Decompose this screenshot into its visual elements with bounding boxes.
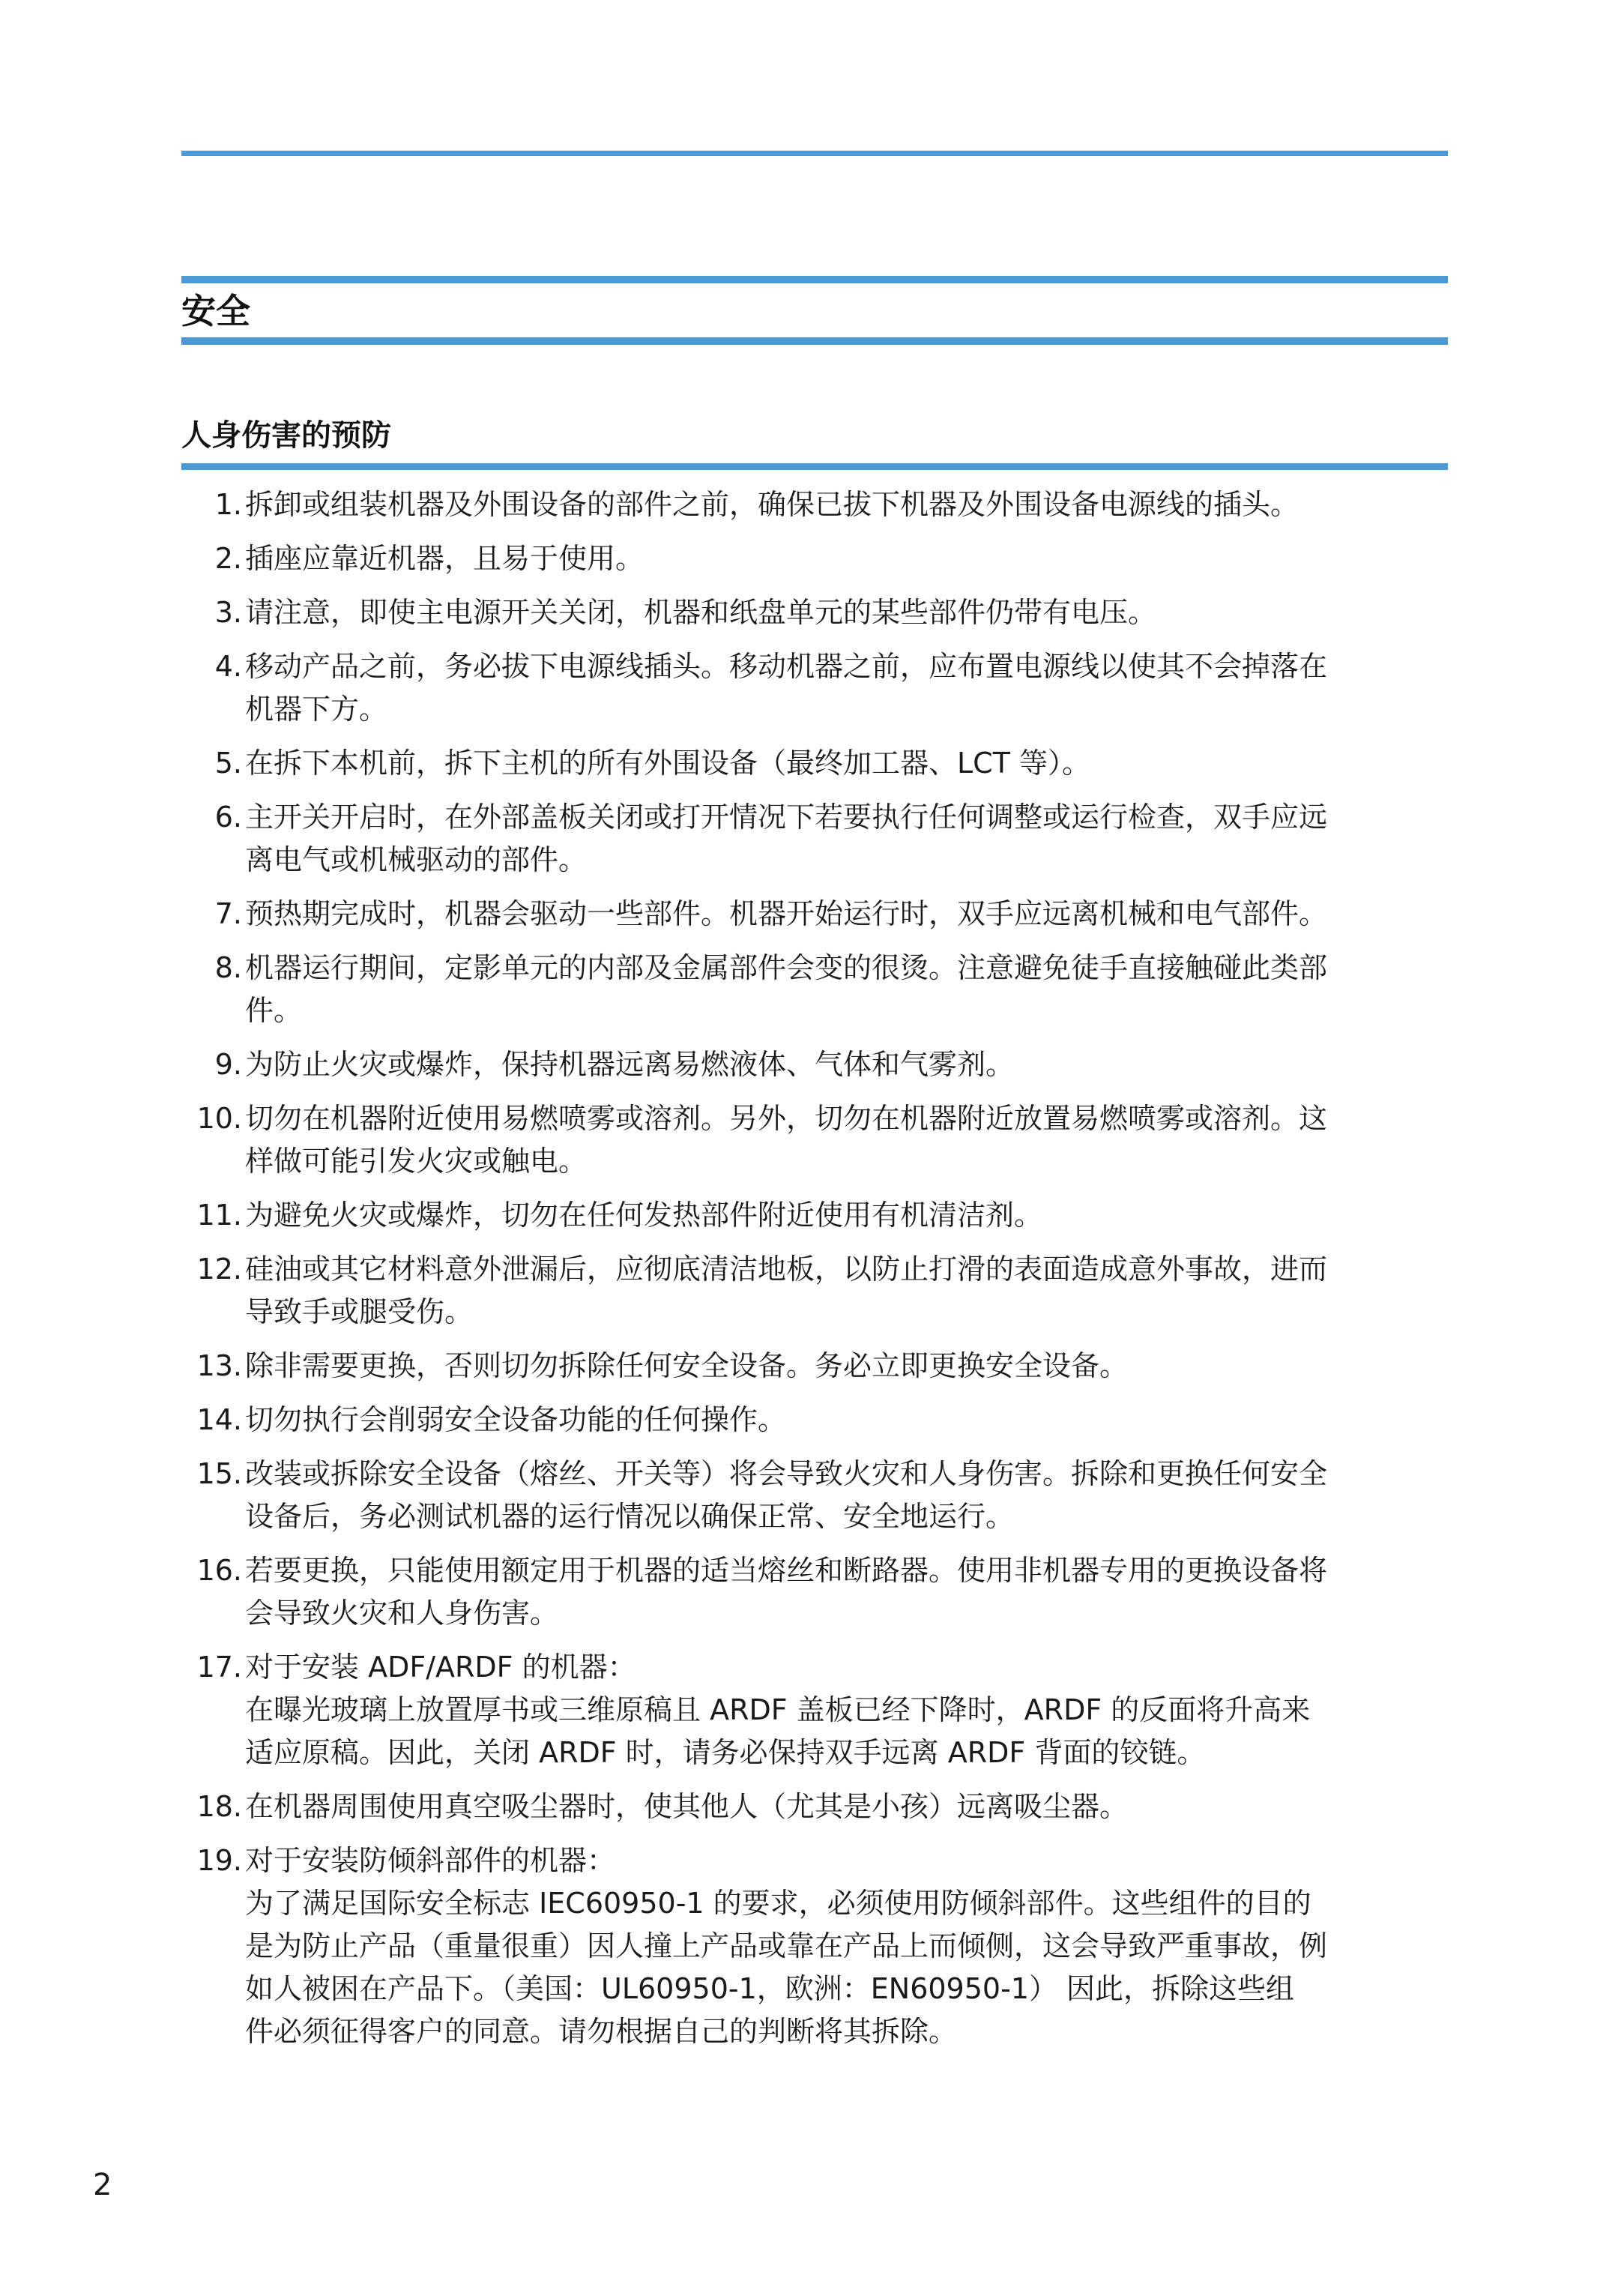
list-item-line: 离电气或机械驱动的部件。 — [245, 843, 588, 876]
list-item-line: 在拆下本机前，拆下主机的所有外围设备（最终加工器、LCT 等）。 — [245, 747, 1090, 780]
list-item-line: 预热期完成时，机器会驱动一些部件。机器开始运行时，双手应远离机械和电气部件。 — [245, 897, 1328, 930]
list-item-line: 改装或拆除安全设备（熔丝、开关等）将会导致火灾和人身伤害。拆除和更换任何安全 — [245, 1457, 1328, 1490]
list-item-number: 18. — [196, 1790, 242, 1823]
list-item-number: 8. — [214, 951, 242, 984]
list-item-line: 切勿在机器附近使用易燃喷雾或溶剂。另外，切勿在机器附近放置易燃喷雾或溶剂。这 — [245, 1102, 1328, 1135]
list-item-text — [245, 947, 1448, 1032]
list-item-line: 移动产品之前，务必拔下电源线插头。移动机器之前，应布置电源线以使其不会掉落在 — [245, 650, 1328, 683]
list-item-text — [245, 483, 1448, 526]
list-item — [181, 1786, 1448, 1828]
list-item-line: 对于安装 ADF/ARDF 的机器： — [245, 1651, 636, 1684]
list-item-line: 为了满足国际安全标志 IEC60950-1 的要求，必须使用防倾斜部件。这些组件的目的 — [245, 1887, 1311, 1920]
list-item-number: 15. — [196, 1457, 242, 1490]
list-item-line: 设备后，务必测试机器的运行情况以确保正常、安全地运行。 — [245, 1500, 1015, 1533]
list-item-text — [245, 1839, 1448, 2053]
list-item-line: 插座应靠近机器，且易于使用。 — [245, 542, 645, 575]
list-item-text — [245, 1646, 1448, 1774]
list-item-number: 1. — [214, 488, 242, 521]
list-item-number: 5. — [214, 747, 242, 780]
list-item-number: 3. — [214, 596, 242, 629]
list-item — [181, 537, 1448, 580]
list-item-line: 请注意，即使主电源开关关闭，机器和纸盘单元的某些部件仍带有电压。 — [245, 596, 1157, 629]
list-item-number: 10. — [196, 1102, 242, 1135]
list-item-line: 为避免火灾或爆炸，切勿在任何发热部件附近使用有机清洁剂。 — [245, 1199, 1043, 1232]
section-header — [181, 276, 1448, 345]
list-item-number: 13. — [196, 1349, 242, 1382]
list-item-line: 样做可能引发火灾或触电。 — [245, 1145, 588, 1178]
list-item-number: 2. — [214, 542, 242, 575]
list-item — [181, 1194, 1448, 1237]
list-item-number: 17. — [196, 1651, 242, 1684]
list-item-line: 是为防止产品（重量很重）因人撞上产品或靠在产品上而倾侧，这会导致严重事故，例 — [245, 1929, 1328, 1962]
list-item-line: 除非需要更换，否则切勿拆除任何安全设备。务必立即更换安全设备。 — [245, 1349, 1129, 1382]
list-item — [181, 1453, 1448, 1538]
list-item-text — [245, 591, 1448, 634]
list-item-line: 适应原稿。因此，关闭 ARDF 时，请务必保持双手远离 ARDF 背面的铰链。 — [245, 1736, 1206, 1769]
list-item-text — [245, 742, 1448, 785]
list-item-line: 硅油或其它材料意外泄漏后，应彻底清洁地板，以防止打滑的表面造成意外事故，进而 — [245, 1253, 1328, 1286]
list-item-line: 切勿执行会削弱安全设备功能的任何操作。 — [245, 1403, 787, 1436]
list-item-line: 在曝光玻璃上放置厚书或三维原稿且 ARDF 盖板已经下降时，ARDF 的反面将升高来 — [245, 1693, 1311, 1726]
list-item — [181, 1399, 1448, 1441]
list-item-number: 19. — [196, 1844, 242, 1877]
list-item — [181, 591, 1448, 634]
subsection-title: 人身伤害的预防 — [181, 418, 391, 453]
list-item — [181, 796, 1448, 882]
list-item-text — [245, 1194, 1448, 1237]
list-item — [181, 1097, 1448, 1183]
list-item-line: 机器运行期间，定影单元的内部及金属部件会变的很烫。注意避免徒手直接触碰此类部 — [245, 951, 1328, 984]
list-item — [181, 893, 1448, 935]
list-item-line: 会导致火灾和人身伤害。 — [245, 1597, 559, 1630]
section-title: 安全 — [181, 291, 250, 331]
list-item — [181, 1248, 1448, 1334]
list-item-line: 导致手或腿受伤。 — [245, 1295, 474, 1328]
list-item-number: 7. — [214, 897, 242, 930]
list-item-line: 对于安装防倾斜部件的机器： — [245, 1844, 616, 1877]
list-item-text — [245, 796, 1448, 882]
list-item-number: 14. — [196, 1403, 242, 1436]
page-number: 2 — [93, 2168, 112, 2202]
list-item-text — [245, 1345, 1448, 1387]
list-item-line: 如人被困在产品下。（美国：UL60950-1，欧洲：EN60950-1） 因此，拆除这些组 — [245, 1972, 1295, 2005]
list-item-number: 9. — [214, 1048, 242, 1081]
list-item-text — [245, 1549, 1448, 1635]
list-item-text — [245, 1453, 1448, 1538]
list-item-number: 11. — [196, 1199, 242, 1232]
list-item-text — [245, 1043, 1448, 1086]
list-item-text — [245, 893, 1448, 935]
list-item-text — [245, 645, 1448, 731]
list-item-text — [245, 1248, 1448, 1334]
list-item-line: 主开关开启时，在外部盖板关闭或打开情况下若要执行任何调整或运行检查，双手应远 — [245, 801, 1328, 834]
list-item-text — [245, 1097, 1448, 1183]
list-item — [181, 742, 1448, 785]
list-item-line: 为防止火灾或爆炸，保持机器远离易燃液体、气体和气雾剂。 — [245, 1048, 1015, 1081]
safety-list — [181, 483, 1448, 2064]
list-item-text — [245, 537, 1448, 580]
list-item — [181, 1646, 1448, 1774]
list-item — [181, 645, 1448, 731]
list-item-number: 16. — [196, 1554, 242, 1587]
list-item — [181, 1549, 1448, 1635]
subsection-rule — [181, 463, 1448, 470]
list-item — [181, 483, 1448, 526]
list-item-text — [245, 1399, 1448, 1441]
list-item-line: 机器下方。 — [245, 693, 388, 726]
list-item-line: 件。 — [245, 994, 303, 1027]
list-item-number: 4. — [214, 650, 242, 683]
list-item — [181, 1345, 1448, 1387]
list-item — [181, 1043, 1448, 1086]
list-item-line: 若要更换，只能使用额定用于机器的适当熔丝和断路器。使用非机器专用的更换设备将 — [245, 1554, 1328, 1587]
list-item-line: 件必须征得客户的同意。请勿根据自己的判断将其拆除。 — [245, 2015, 958, 2048]
list-item-number: 6. — [214, 801, 242, 834]
list-item — [181, 1839, 1448, 2053]
top-rule — [181, 151, 1448, 156]
list-item-line: 在机器周围使用真空吸尘器时，使其他人（尤其是小孩）远离吸尘器。 — [245, 1790, 1129, 1823]
list-item-line: 拆卸或组装机器及外围设备的部件之前，确保已拔下机器及外围设备电源线的插头。 — [245, 488, 1299, 521]
list-item-number: 12. — [196, 1253, 242, 1286]
list-item — [181, 947, 1448, 1032]
list-item-text — [245, 1786, 1448, 1828]
